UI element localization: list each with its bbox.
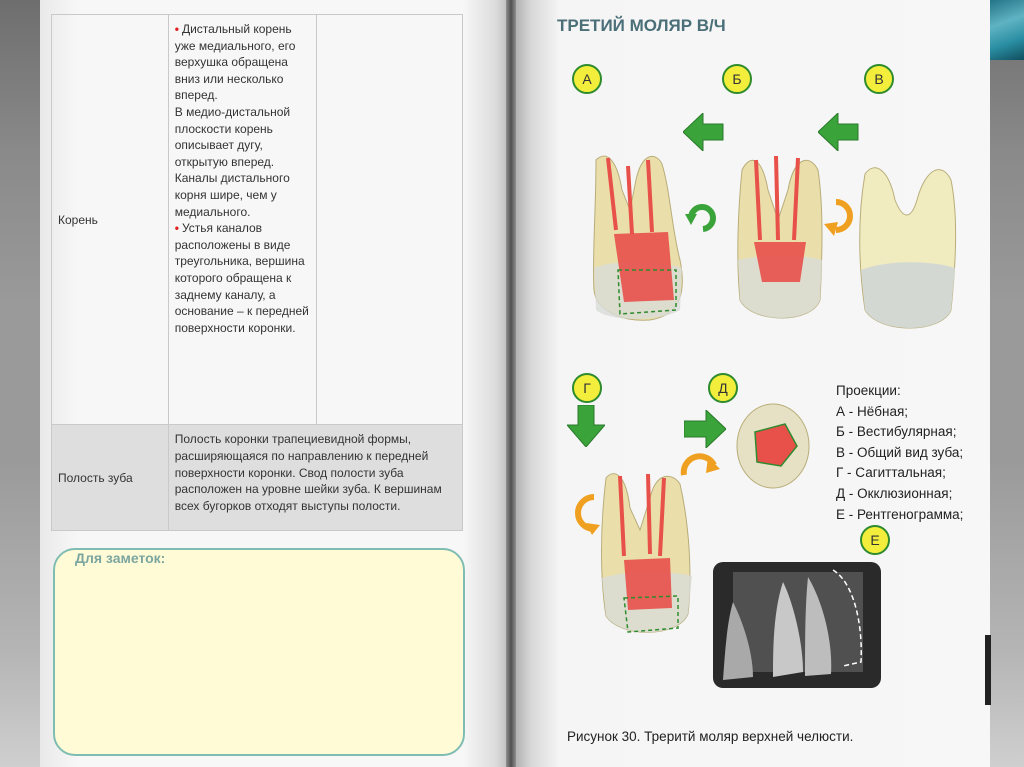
badge-d: Д (708, 373, 738, 403)
legend-heading: Проекции: (836, 383, 901, 398)
scrollbar[interactable] (985, 635, 991, 705)
book-gutter (506, 0, 516, 767)
row-description (168, 15, 316, 425)
row-description: Полость коронки трапециевидной формы, расширяющаяся по направлению к передней поверхности коронки. Свод полости зуба расположен на уровне шейки зуба. К вершинам всех бугорков отходят выступы полости. (168, 425, 462, 531)
tooth-occlusal-illustration (735, 402, 811, 492)
description-line: В медио-дистальной плоскости корень описывает дугу, открытую вперед. Каналы дистального корня шире, чем у медиального. (174, 104, 291, 219)
legend-item: А - Нёбная; (836, 403, 909, 419)
bullet-icon: • (174, 22, 179, 36)
background-accent (984, 0, 1024, 60)
rotate-arrow-icon (566, 493, 602, 535)
empty-cell (316, 15, 462, 425)
page-title: ТРЕТИЙ МОЛЯР В/Ч (557, 16, 726, 35)
legend-item: В - Общий вид зуба; (836, 444, 964, 460)
legend-item: Д - Окклюзионная; (836, 485, 953, 501)
table-row (52, 15, 463, 425)
down-arrow-icon (567, 405, 605, 447)
table-row (52, 425, 463, 531)
tooth-palatal-illustration (590, 150, 690, 322)
legend-item: Е - Рентгенограмма; (836, 506, 964, 522)
left-arrow-icon (818, 113, 860, 151)
bullet-icon: • (174, 221, 179, 236)
tooth-general-illustration (855, 160, 959, 334)
badge-v: В (864, 64, 894, 94)
projections-legend (836, 381, 963, 525)
badge-e: Е (860, 525, 890, 555)
legend-item: Г - Сагиттальная; (836, 465, 946, 481)
xray-graphic (713, 562, 881, 688)
badge-g: Г (572, 373, 602, 403)
xray-image (713, 562, 881, 688)
row-label: Корень (52, 15, 169, 425)
right-arrow-icon (684, 410, 726, 448)
left-arrow-icon (683, 113, 725, 151)
badge-b: Б (722, 64, 752, 94)
description-line: • Устья каналов расположены в виде треугольника, вершина которого обращена к заднему каналу, а основание – к передней поверхности коронки. (174, 221, 309, 335)
notes-title: Для заметок: (75, 550, 166, 566)
row-label: Полость зуба (52, 425, 169, 531)
tooth-vestibular-illustration (732, 150, 828, 326)
description-line: • Дистальный корень уже медиального, его верхушка обращена вниз или несколько вперед. (174, 22, 296, 103)
badge-a: А (572, 64, 602, 94)
anatomy-table (51, 14, 463, 531)
legend-item: Б - Вестибулярная; (836, 424, 957, 440)
notes-box[interactable] (53, 548, 465, 756)
figure-caption: Рисунок 30. Треритй моляр верхней челюсти. (567, 729, 854, 744)
tooth-sagittal-illustration (598, 468, 696, 640)
